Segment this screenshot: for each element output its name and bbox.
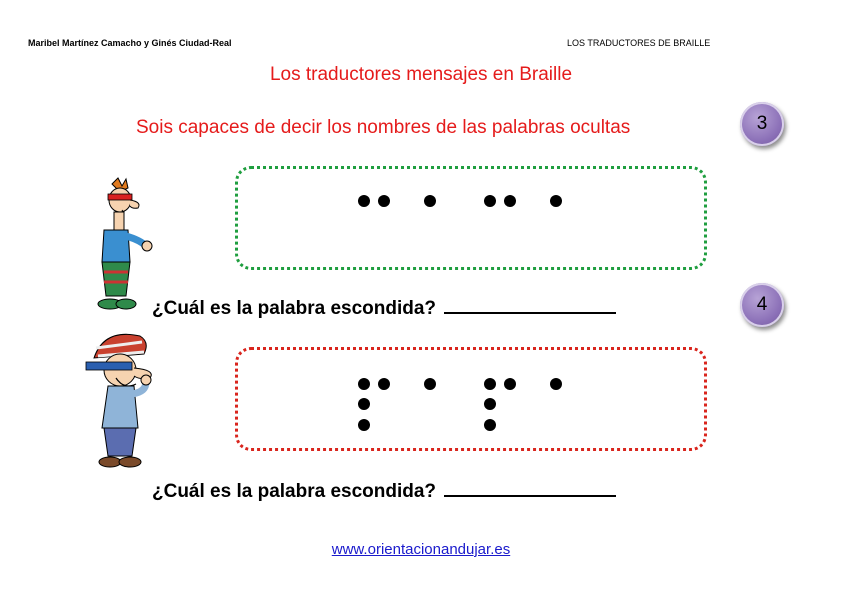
header-doc-title: LOS TRADUCTORES DE BRAILLE (567, 38, 711, 48)
braille-dot (550, 378, 562, 390)
exercise-number-badge: 3 (740, 102, 784, 146)
question-line (152, 479, 616, 503)
blindfolded-boy-illustration (92, 176, 154, 312)
braille-dot (358, 195, 370, 207)
exercise-number-badge: 4 (740, 283, 784, 327)
braille-dot (378, 195, 390, 207)
braille-dot (358, 419, 370, 431)
braille-dot (504, 378, 516, 390)
page-subtitle: Sois capaces de decir los nombres de las palabras ocultas (136, 117, 631, 138)
website-link[interactable]: www.orientacionandujar.es (331, 541, 511, 558)
braille-dot (424, 195, 436, 207)
braille-dot (484, 419, 496, 431)
braille-box (235, 347, 707, 451)
braille-dot (484, 398, 496, 410)
question-text: ¿Cuál es la palabra escondida? (152, 481, 437, 502)
braille-dot (484, 378, 496, 390)
braille-dot (424, 378, 436, 390)
braille-dot (504, 195, 516, 207)
braille-dot (358, 378, 370, 390)
braille-dot (484, 195, 496, 207)
braille-dot (358, 398, 370, 410)
braille-box (235, 166, 707, 270)
answer-blank[interactable] (444, 296, 616, 314)
page-title: Los traductores mensajes en Braille (269, 64, 573, 85)
braille-dot (550, 195, 562, 207)
blindfolded-boy-illustration (84, 328, 164, 470)
question-line (152, 296, 616, 320)
question-text: ¿Cuál es la palabra escondida? (152, 298, 437, 319)
braille-dot (378, 378, 390, 390)
header-authors: Maribel Martínez Camacho y Ginés Ciudad-Real (28, 38, 232, 48)
answer-blank[interactable] (444, 479, 616, 497)
